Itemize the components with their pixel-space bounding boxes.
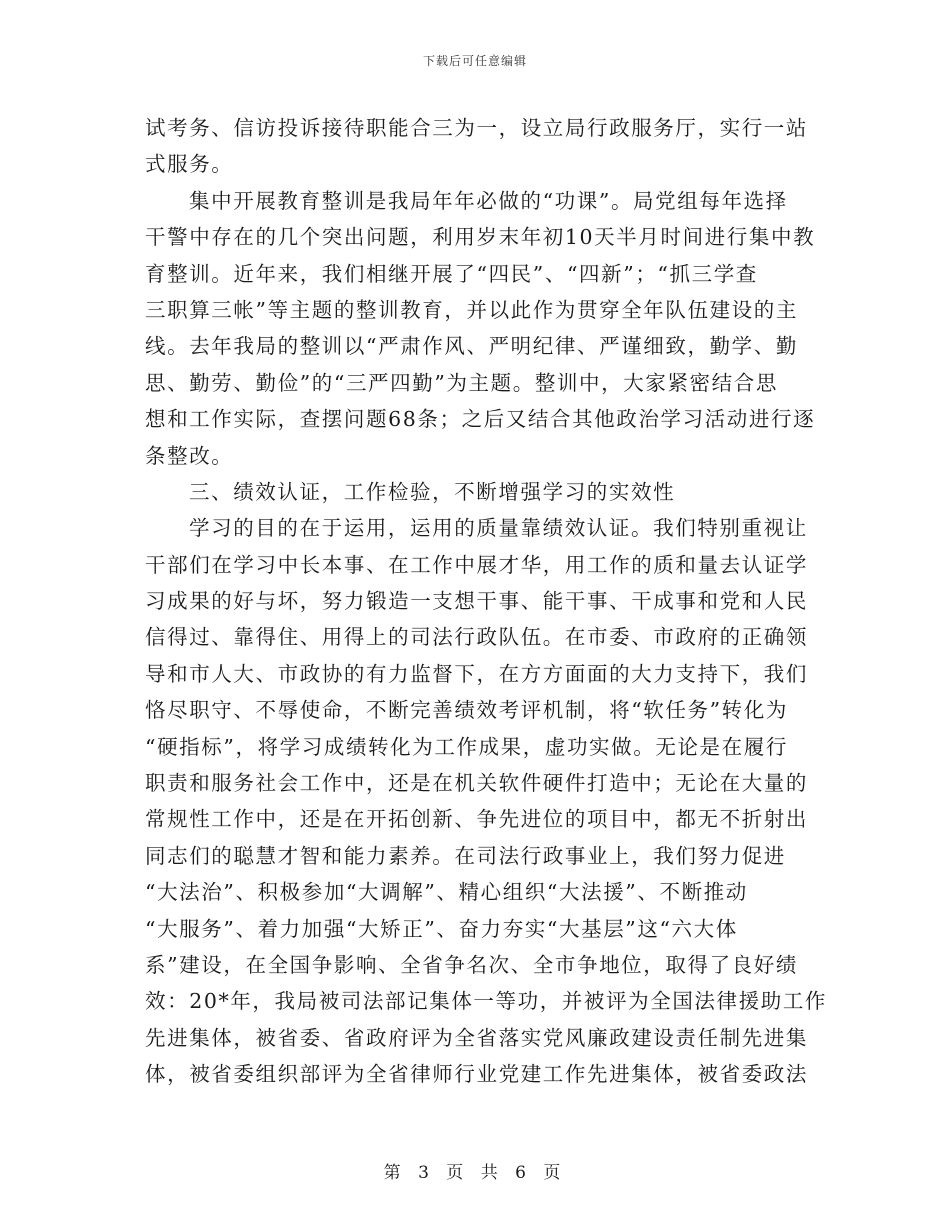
text-line: 恪尽职守、不辱使命，不断完善绩效考评机制，将“软任务”转化为: [145, 698, 788, 723]
text-line: 系”建设，在全国争影响、全省争名次、全市争地位，取得了良好绩: [145, 952, 798, 977]
text-line: 导和市人大、市政协的有力监督下，在方方面面的大力支持下，我们: [145, 661, 808, 686]
text-line: 线。去年我局的整训以“严肃作风、严明纪律、严谨细致，勤学、勤: [145, 334, 798, 359]
text-line: 学习的目的在于运用，运用的质量靠绩效认证。我们特别重视让: [189, 516, 808, 541]
text-line: 式服务。: [145, 152, 234, 177]
document-body: [145, 110, 828, 1093]
text-line: 思、勤劳、勤俭”的“三严四勤”为主题。整训中，大家紧密结合思: [145, 370, 778, 395]
text-line: 想和工作实际，查摆问题68条；之后又结合其他政治学习活动进行逐: [145, 407, 816, 432]
text-line: 职责和服务社会工作中，还是在机关软件硬件打造中；无论在大量的: [145, 771, 808, 796]
text-line: 同志们的聪慧才智和能力素养。在司法行政事业上，我们努力促进: [145, 843, 786, 868]
text-line: 条整改。: [145, 443, 234, 468]
text-line: 先进集体，被省委、省政府评为全省落实党风廉政建设责任制先进集: [145, 1025, 808, 1050]
text-line: 试考务、信访投诉接待职能合三为一，设立局行政服务厅，实行一站: [145, 116, 808, 140]
text-line: 常规性工作中，还是在开拓创新、争先进位的项目中，都无不折射出: [145, 807, 808, 832]
text-line: “大服务”、着力加强“大矫正”、奋力夯实“大基层”这“六大体: [145, 916, 738, 941]
text-line: 干部们在学习中长本事、在工作中展才华，用工作的质和量去认证学: [145, 552, 808, 577]
text-line: 三职算三帐”等主题的整训教育，并以此作为贯穿全年队伍建设的主: [145, 297, 798, 322]
text-line: 育整训。近年来，我们相继开展了“四民”、“四新”；“抓三学查: [145, 261, 758, 286]
page-number: 第 3 页 共 6 页: [383, 1163, 567, 1183]
text-line: 习成果的好与坏，努力锻造一支想干事、能干事、干成事和党和人民: [145, 589, 808, 614]
text-line: 体，被省委组织部评为全省律师行业党建工作先进集体，被省委政法: [145, 1062, 808, 1087]
text-line: “硬指标”，将学习成绩转化为工作成果，虚功实做。无论是在履行: [145, 734, 788, 759]
text-line: 干警中存在的几个突出问题，利用岁末年初10天半月时间进行集中教: [145, 225, 816, 250]
text-line: 信得过、靠得住、用得上的司法行政队伍。在市委、市政府的正确领: [145, 625, 808, 650]
text-line: 集中开展教育整训是我局年年必做的“功课”。局党组每年选择: [189, 188, 788, 213]
page-header-note: 下载后可任意编辑: [422, 54, 527, 68]
text-line: “大法治”、积极参加“大调解”、精心组织“大法援”、不断推动: [145, 880, 748, 905]
text-line: 效：20*年，我局被司法部记集体一等功，并被评为全国法律援助工作: [145, 989, 828, 1014]
text-line: 三、绩效认证，工作检验，不断增强学习的实效性: [189, 479, 676, 504]
